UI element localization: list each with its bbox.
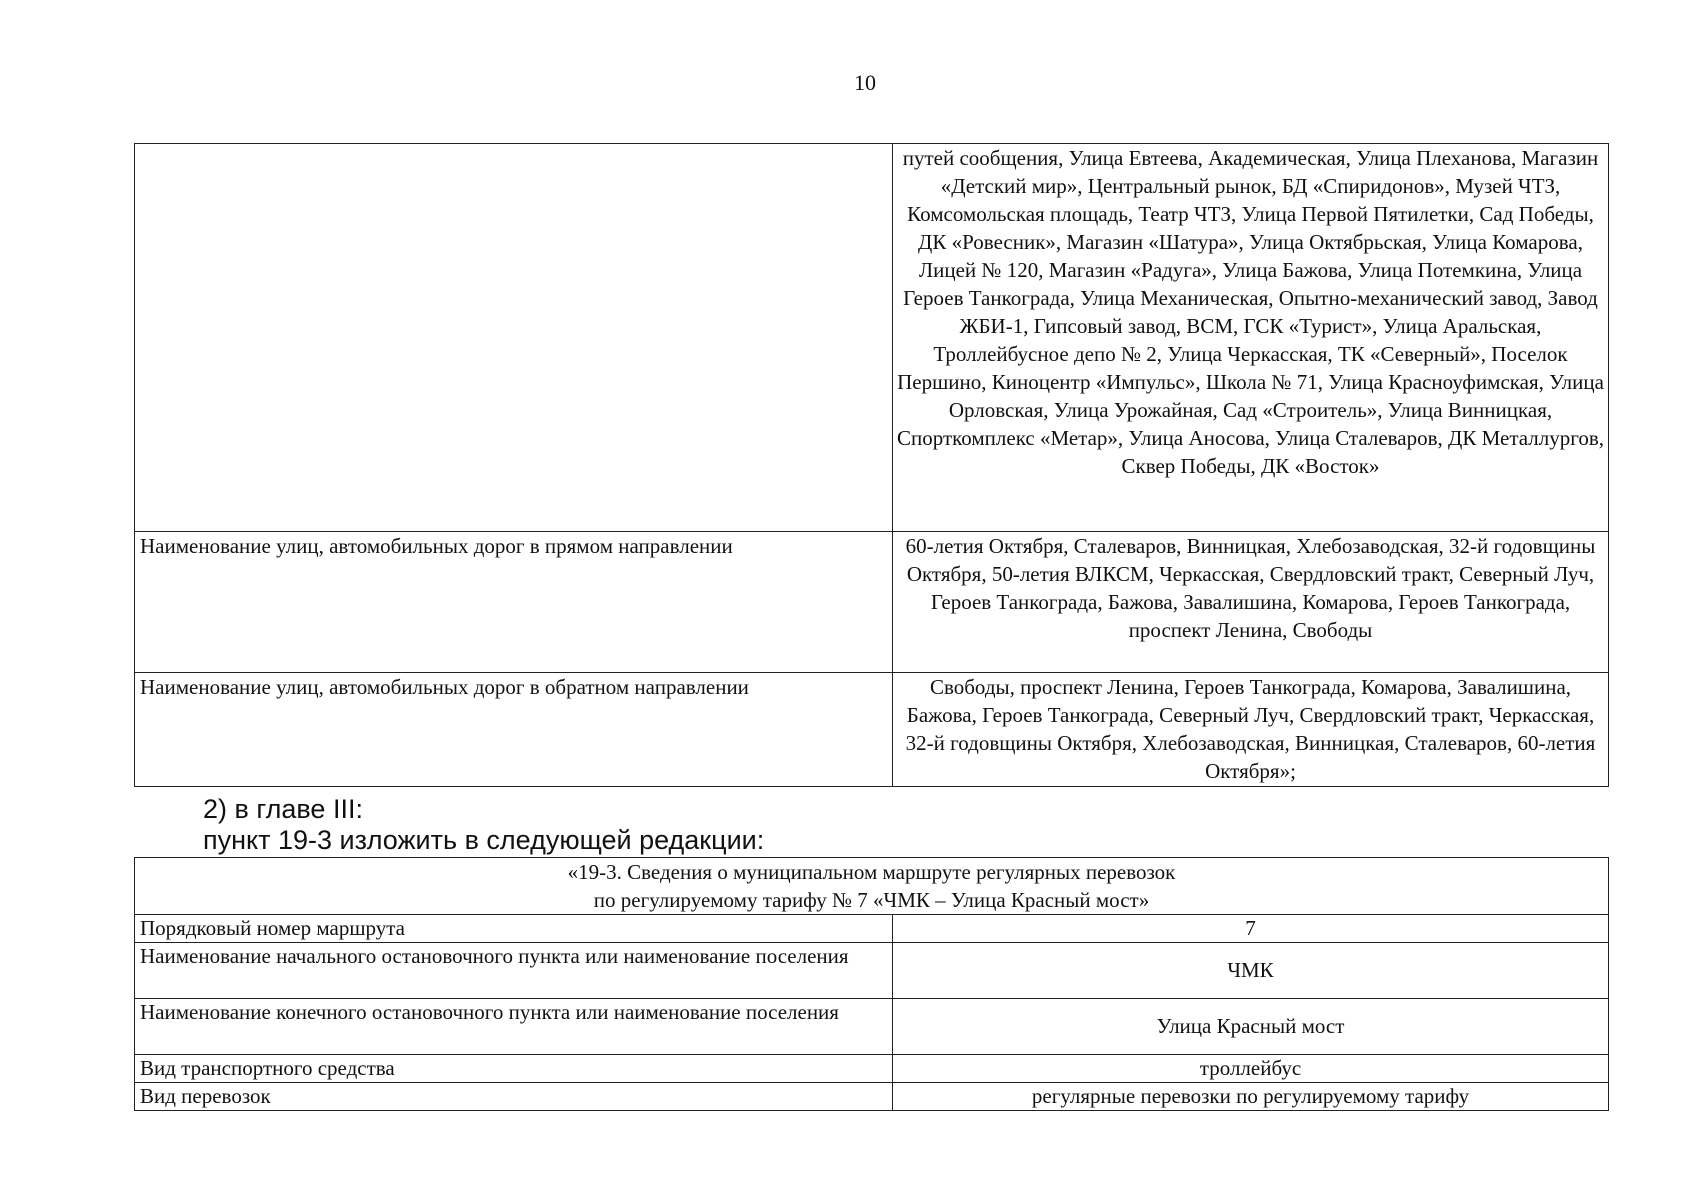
chapter-paragraph: 2) в главе III: (203, 794, 363, 824)
table-heading (135, 858, 1609, 915)
row-label: Порядковый номер маршрута (135, 915, 893, 943)
row-value: ЧМК (893, 943, 1609, 999)
row-label: Наименование начального остановочного пункта или наименование поселения (135, 943, 893, 999)
table-header-row (135, 858, 1609, 915)
row-value: 60-летия Октября, Сталеваров, Винницкая, Хлебозаводская, 32-й годовщины Октября, 50-летия ВЛКСМ, Черкасская, Свердловский тракт, Северный Луч, Героев Танкограда, Бажова, Завалишина, Комарова, Героев Танкограда, проспект Ленина, Свободы (893, 532, 1609, 673)
row-label: Вид транспортного средства (135, 1055, 893, 1083)
stops-list: путей сообщения, Улица Евтеева, Академическая, Улица Плеханова, Магазин «Детский мир», Центральный рынок, БД «Спиридонов», Музей ЧТЗ, Комсомольская площадь, Театр ЧТЗ, Улица Первой Пятилетки, Сад Победы, ДК «Ровесник», Магазин «Шатура», Улица Октябрьская, Улица Комарова, Лицей № 120, Магазин «Радуга», Улица Бажова, Улица Потемкина, Улица Героев Танкограда, Улица Механическая, Опытно-механический завод, Завод ЖБИ-1, Гипсовый завод, ВСМ, ГСК «Турист», Улица Аральская, Троллейбусное депо № 2, Улица Черкасская, ТК «Северный», Поселок Першино, Киноцентр «Импульс», Школа № 71, Улица Красноуфимская, Улица Орловская, Улица Урожайная, Сад «Строитель», Улица Винницкая, Спорткомплекс «Метар», Улица Аносова, Улица Сталеваров, ДК Металлургов, Сквер Победы, ДК «Восток» (893, 144, 1609, 532)
row-value: троллейбус (893, 1055, 1609, 1083)
table-heading-line-2: по регулируемому тарифу № 7 «ЧМК – Улица Красный мост» (593, 888, 1150, 912)
row-value: регулярные перевозки по регулируемому тарифу (893, 1083, 1609, 1111)
table-row (135, 943, 1609, 999)
table-row (135, 1083, 1609, 1111)
row-label: Наименование улиц, автомобильных дорог в обратном направлении (135, 673, 893, 787)
row-value: Улица Красный мост (893, 999, 1609, 1055)
amendment-paragraph: пункт 19-3 изложить в следующей редакции: (203, 825, 765, 855)
row-label: Наименование улиц, автомобильных дорог в прямом направлении (135, 532, 893, 673)
table-heading-line-1: «19-3. Сведения о муниципальном маршруте регулярных перевозок (567, 860, 1176, 884)
table-row (135, 532, 1609, 673)
row-label (135, 144, 893, 532)
route-info-table (134, 857, 1609, 1111)
table-row (135, 999, 1609, 1055)
table-row (135, 673, 1609, 787)
table-row (135, 915, 1609, 943)
row-label: Наименование конечного остановочного пункта или наименование поселения (135, 999, 893, 1055)
route-streets-table (134, 143, 1609, 787)
row-label: Вид перевозок (135, 1083, 893, 1111)
row-value: Свободы, проспект Ленина, Героев Танкограда, Комарова, Завалишина, Бажова, Героев Танкограда, Северный Луч, Свердловский тракт, Черкасская, 32-й годовщины Октября, Хлебозаводская, Винницкая, Сталеваров, 60-летия Октября»; (893, 673, 1609, 787)
page-number: 10 (854, 70, 876, 95)
table-row (135, 144, 1609, 532)
table-row (135, 1055, 1609, 1083)
row-value: 7 (893, 915, 1609, 943)
